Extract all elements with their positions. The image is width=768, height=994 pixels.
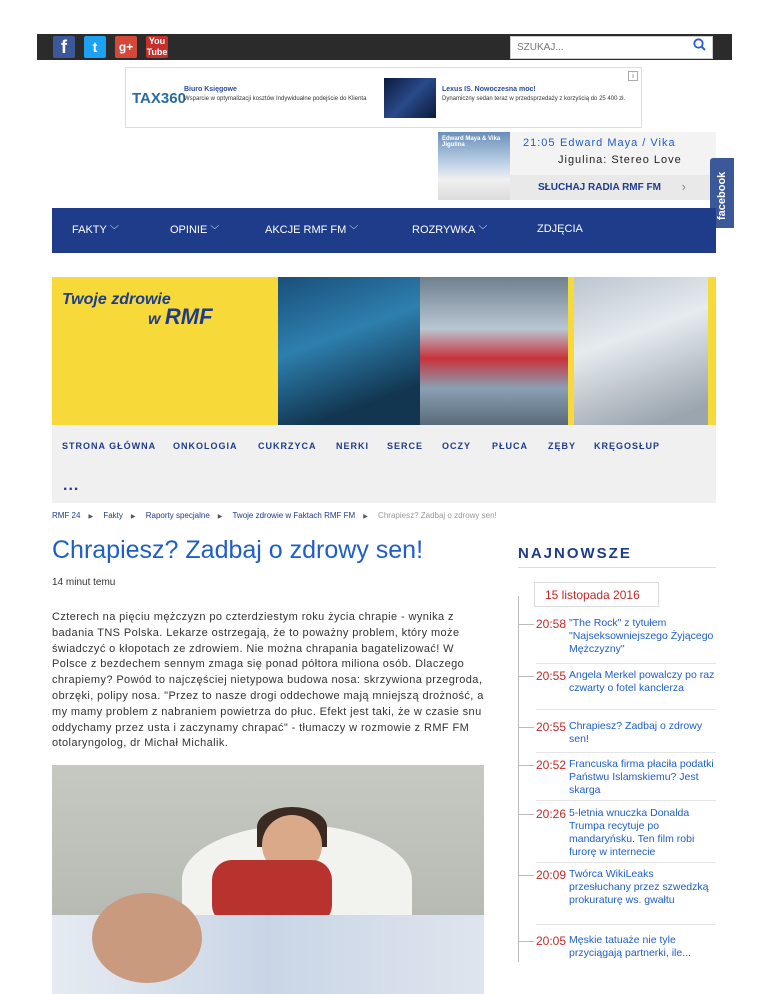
chevron-right-icon: › [681,179,686,194]
news-time: 20:05 [536,934,567,948]
facebook-icon[interactable]: f [53,36,75,58]
youtube-icon[interactable]: You Tube [146,36,168,57]
google-plus-icon[interactable]: g+ [115,36,137,58]
news-headline[interactable]: 5-letnia wnuczka Donalda Trumpa recytuje po mandaryńsku. Ten film robi furorę w internecie [569,807,695,858]
now-playing-title: Edward Maya / Vika [560,137,676,149]
album-cover: Edward Maya & Vika Jigulina [438,132,510,200]
subnav-item[interactable]: STRONA GŁÓWNA [62,441,157,451]
ad-logo: TAX360 [132,90,186,107]
news-time: 20:26 [536,807,567,821]
chevron-down-icon: ﹀ [478,225,488,235]
facebook-side-tab[interactable]: facebook [710,158,734,228]
subnav-item[interactable]: SERCE [387,441,424,451]
subnav-item[interactable]: CUKRZYCA [258,441,317,451]
ad-car-image[interactable] [384,78,436,118]
search-icon[interactable] [685,36,713,59]
breadcrumb-current: Chrapiesz? Zadbaj o zdrowy sen! [378,511,497,520]
article-time: 14 minut temu [52,577,116,588]
breadcrumb-item[interactable]: RMF 24 [52,511,81,520]
search-input[interactable] [510,36,713,59]
timeline-line [518,596,519,962]
news-time: 20:09 [536,868,567,882]
subnav-item[interactable]: ZĘBY [548,441,577,451]
news-time: 20:55 [536,669,567,683]
now-playing-time: 21:05 [523,137,556,149]
news-headline[interactable]: Twórca WikiLeaks przesłuchany przez szwedzką prokuraturę ws. gwałtu [569,868,709,906]
news-date: 15 listopada 2016 [534,582,659,607]
twitter-icon[interactable]: t [84,36,106,58]
subnav-item[interactable]: ONKOLOGIA [173,441,238,451]
subnav-item[interactable]: OCZY [442,441,472,451]
divider [518,567,716,568]
breadcrumb-item[interactable]: Raporty specjalne [145,511,210,520]
nav-item-akcje[interactable]: AKCJE RMF FM ﹀ [265,224,359,236]
section-banner[interactable] [52,277,716,425]
chevron-down-icon: ﹀ [210,225,220,235]
news-headline[interactable]: Francuska firma płaciła podatki Państwu Islamskiemu? Jest skarga [569,758,714,796]
more-icon[interactable]: ... [63,477,80,494]
listen-radio-button[interactable]: SŁUCHAJ RADIA RMF FM › [510,175,716,200]
subnav-item[interactable]: PŁUCA [492,441,528,451]
news-headline[interactable]: Chrapiesz? Zadbaj o zdrowy sen! [569,720,703,745]
ad-text-left: Wsparcie w optymalizacji kosztów Indywidualne podejście do Klienta [184,96,367,102]
news-headline[interactable]: Angela Merkel powalczy po raz czwarty o fotel kanclerza [569,669,715,694]
main-nav [52,208,716,253]
news-headline[interactable]: "The Rock" z tytułem "Najseksowniejszego Żyjącego Mężczyzny" [569,617,714,655]
advertisement[interactable] [125,67,642,128]
radio-now-playing[interactable] [438,132,716,200]
twoje-zdrowie-logo: Twoje zdrowie w RMF [62,291,213,329]
ad-info-icon[interactable]: i [628,71,638,81]
breadcrumb-item[interactable]: Fakty [103,511,123,520]
section-subnav [52,425,716,503]
news-time: 20:55 [536,720,567,734]
chevron-down-icon: ﹀ [109,225,119,235]
subnav-item[interactable]: NERKI [336,441,370,451]
breadcrumb: RMF 24 ▶ Fakty ▶ Raporty specjalne ▶ Twoje zdrowie w Faktach RMF FM ▶ Chrapiesz? Zadbaj o zdrowy sen! [52,511,497,520]
nav-item-rozrywka[interactable]: ROZRYWKA ﹀ [412,224,488,236]
chevron-down-icon: ﹀ [349,225,359,235]
nav-item-opinie[interactable]: OPINIE ﹀ [170,224,220,236]
now-playing-title-2: Jigulina: Stereo Love [558,154,682,166]
banner-photo-monitor [574,277,708,425]
ad-text-right: Dynamiczny sedan teraz w przedsprzedaży z korzyścią do 25 400 zł. [442,96,626,102]
breadcrumb-item[interactable]: Twoje zdrowie w Faktach RMF FM [232,511,356,520]
subnav-item[interactable]: KRĘGOSŁUP [594,441,661,451]
news-time: 20:52 [536,758,567,772]
article-title: Chrapiesz? Zadbaj o zdrowy sen! [52,536,424,564]
ad-title-right[interactable]: Lexus IS. Nowoczesna moc! [442,86,536,93]
top-bar [37,34,732,60]
article-photo[interactable] [52,765,484,994]
nav-item-zdjecia[interactable]: ZDJĘCIA [537,223,583,235]
latest-news-title: NAJNOWSZE [518,545,632,562]
nav-item-fakty[interactable]: FAKTY ﹀ [72,224,119,236]
article-lead: Czterech na pięciu mężczyzn po czterdziestym roku życia chrapie - wynika z badania TNS Polska. Lekarze ostrzegają, że to poważny problem, który może świadczyć o kłopotach ze zdrowiem. Nie można chrapania bagatelizować! W Polsce z bezdechem sennym zmaga się ponad półtora miliona osób. Dlaczego chrapiemy? Powód to najczęściej nietypowa budowa nosa: skrzywiona przegroda, obrzęki, polipy nosa. "Przez to nasze drogi oddechowe mają mniejszą drożność, a my mamy problem z nabraniem powietrza do płuc. Efekt jest taki, że w czasie snu oddychamy przez usta i zaczynamy chrapać" - tłumaczy w rozmowie z RMF FM otolaryngolog, dr Michał Michalik. [52,611,484,750]
news-headline[interactable]: Męskie tatuaże nie tyle przyciągają partnerki, ile... [569,934,691,959]
banner-photo-surgery [278,277,420,425]
ad-title-left[interactable]: Biuro Księgowe [184,86,237,93]
news-time: 20:58 [536,617,567,631]
banner-photo-test-tubes [420,277,568,425]
